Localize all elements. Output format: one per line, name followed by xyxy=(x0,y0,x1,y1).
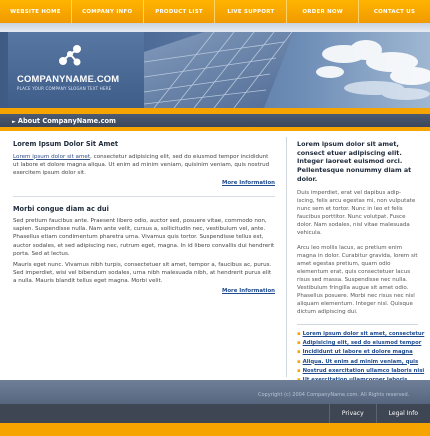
nav-product-list[interactable]: PRODUCT LIST xyxy=(144,0,216,23)
sidebar xyxy=(297,140,425,385)
brand-slogan: PLACE YOUR COMPANY SLOGAN TEXT HERE xyxy=(17,86,112,91)
heading-lorem: Lorem Ipsum Dolor Sit Amet xyxy=(13,140,118,148)
bullet-icon: ▪ xyxy=(297,358,301,365)
sidebar-link[interactable]: ▪ Nostrud exercitation ullamco laboris nisi xyxy=(297,367,418,376)
nav-shadow xyxy=(0,23,430,32)
paragraph-intro-text: , consectetur adipisicing elit, sed do eiusmod tempor incididunt ut labore et dolore magna aliqua. Ut enim ad minim veniam, quisinim veniam, quis nostrud exercitem ipsum dolor sit. xyxy=(13,153,270,176)
brand-name[interactable]: COMPANYNAME.COM xyxy=(17,73,120,84)
top-nav xyxy=(0,0,430,23)
nav-contact-us[interactable]: CONTACT US xyxy=(373,8,416,15)
paragraph-mauris: Mauris eget nunc. Vivamus nibh turpis, consectetuer sit amet, tempor a, faucibus ac, purus. Sed imperdiet, wisi vel bibendum sodales, urna nibh malesuada nibh, at hendrerit purus elit a nulla. Mauris blandit tellus eget magna. Morbi velit. xyxy=(13,261,272,285)
nav-order-now[interactable]: ORDER NOW xyxy=(287,0,359,23)
more-information-link-1[interactable]: More Information xyxy=(221,179,275,186)
section-title xyxy=(12,117,116,125)
nav-website-home[interactable]: WEBSITE HOME xyxy=(0,0,72,23)
footer-orange-strip xyxy=(0,423,430,436)
legal-info-link[interactable]: Legal Info xyxy=(376,404,430,423)
privacy-link[interactable]: Privacy xyxy=(329,404,376,423)
lead-link[interactable]: Lorem ipsum dolor sit amet xyxy=(13,153,91,160)
sidebar-intro: Lorem ipsum dolor sit amet, consect etuer adipiscing elit. Integer laoreet euismod orci. Pellentesque nonummy diam at dolor. xyxy=(297,140,412,183)
sidebar-divider xyxy=(297,324,418,325)
sidebar-link[interactable]: ▪ Aliqua. Ut enim ad minim veniam, quis xyxy=(297,358,418,367)
sidebar-link[interactable]: ▪ Incididunt ut labore et dolore magna xyxy=(297,348,418,357)
content-area xyxy=(0,131,430,380)
nav-live-support[interactable]: LIVE SUPPORT xyxy=(215,0,287,23)
heading-morbi: Morbi congue diam ac dui xyxy=(13,204,109,213)
nav-company-info[interactable]: COMPANY INFO xyxy=(72,0,144,23)
molecule-logo-icon xyxy=(56,44,84,68)
sidebar-paragraph-2: Arcu leo mollis lacus, ac pretium enim magna in dolor. Curabitur gravida, lorem sit amet egestas pretium, quam odio elementum erat, quis consectetuer lacus risus sed massa. Suspendisse nec nulla. Vestibulum fringilla augue sit amet odio. Phasellus posuere. Morbi nec risus nec nisl aliquam elementum. Integer nisl. Quisque dictum adipiscing dui. xyxy=(297,245,418,315)
more-information-link-2[interactable]: More Information xyxy=(221,288,275,295)
main-column xyxy=(13,140,275,304)
section-title-text: About CompanyName.com xyxy=(17,117,116,125)
paragraph-intro xyxy=(13,153,275,177)
bullet-icon: ▪ xyxy=(297,340,301,346)
header-banner xyxy=(0,32,430,108)
copyright-text: Copyright (c) 2004 CompanyName.com. All Rights reserved. xyxy=(258,392,410,398)
divider xyxy=(13,196,275,197)
sidebar-link[interactable]: ▪ Adipisicing elit, sed do eiusmod tempor xyxy=(297,339,418,348)
bullet-icon: ▪ xyxy=(297,367,301,374)
paragraph-sed: Sed pretium faucibus ante. Praesent libero odio, auctor sed, posuere vitae, commodo non, sapien. Suspendisse nulla. Nam ante velit, cursus a, sollicitudin nec, vestibulum vel, ante. Phasellus etiam condimentum pharetra urna. Vivamus quis tortor. Suspendisse tellus est, auctor sodales, et sed adipiscing nec, rutrum eget, magna. In id libero convallis dui hendrerit porta. Sed at lectus. xyxy=(13,218,275,257)
building-sky-image xyxy=(144,32,430,108)
sidebar-paragraph-1: Duis imperdiet, erat vel dapibus adip-iscing, felis arcu egestas mi, non vulputate nunc sem et tortor. Nunc in leo et felis faucibus porttitor. Nunc volutpat. Fusce dolor. Nam sodales, nisl vitae malesuada vehicula. xyxy=(297,190,416,237)
bullet-icon: ▪ xyxy=(297,330,301,337)
arrow-right-icon: ► xyxy=(12,119,16,125)
footer-links xyxy=(329,404,430,423)
sidebar-link-list xyxy=(297,330,425,386)
bullet-icon: ▪ xyxy=(297,349,301,356)
sidebar-link[interactable]: ▪ Lorem ipsum dolor sit amet, consectetur xyxy=(297,330,418,339)
column-divider xyxy=(286,137,287,377)
